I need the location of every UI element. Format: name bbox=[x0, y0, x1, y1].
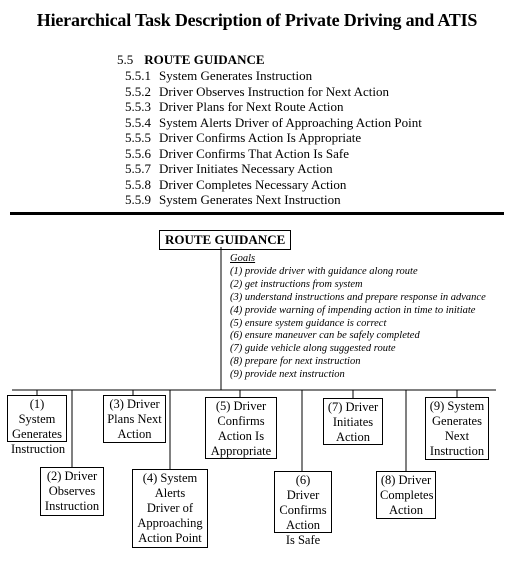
outline-number: 5.5.8 bbox=[125, 176, 151, 192]
goal-item: (9) provide next instruction bbox=[230, 369, 345, 381]
outline-text: Driver Confirms That Action Is Safe bbox=[159, 145, 350, 161]
goal-item: (7) guide vehicle along suggested route bbox=[230, 343, 396, 355]
outline-number: 5.5.1 bbox=[125, 68, 151, 83]
section-number: 5.5 bbox=[117, 52, 134, 67]
goals-title: Goals bbox=[230, 253, 256, 264]
outline-number: 5.5.9 bbox=[125, 192, 151, 207]
outline-text: System Alerts Driver of Approaching Action Point bbox=[159, 114, 422, 130]
outline-text: Driver Completes Necessary Action bbox=[159, 176, 347, 192]
goal-item: (8) prepare for next instruction bbox=[230, 356, 361, 368]
task-node-6: (6) Driver Confirms Action Is Safe bbox=[274, 471, 332, 533]
goal-item: (5) ensure system guidance is correct bbox=[230, 317, 387, 329]
outline-text: System Generates Next Instruction bbox=[159, 192, 341, 207]
outline-text: Driver Initiates Necessary Action bbox=[159, 161, 333, 176]
task-node-7: (7) Driver Initiates Action bbox=[323, 398, 383, 445]
goal-item: (4) provide warning of impending action in time to initiate bbox=[230, 304, 476, 316]
task-node-4: (4) System Alerts Driver of Approaching Action Point bbox=[132, 469, 208, 548]
goal-item: (6) ensure maneuver can be safely completed bbox=[230, 330, 420, 342]
goal-item: (1) provide driver with guidance along route bbox=[230, 265, 418, 277]
goal-item: (2) get instructions from system bbox=[230, 278, 363, 290]
outline-text: Driver Observes Instruction for Next Action bbox=[159, 83, 389, 99]
outline-text: Driver Confirms Action Is Appropriate bbox=[159, 130, 362, 145]
section-title: ROUTE GUIDANCE bbox=[144, 52, 265, 67]
outline-number: 5.5.2 bbox=[125, 83, 151, 99]
task-node-5: (5) Driver Confirms Action Is Appropriate bbox=[205, 397, 277, 459]
outline-number: 5.5.6 bbox=[125, 145, 151, 161]
outline-number: 5.5.4 bbox=[125, 114, 151, 130]
task-node-2: (2) Driver Observes Instruction bbox=[40, 467, 104, 516]
task-node-9: (9) System Generates Next Instruction bbox=[425, 397, 489, 460]
task-node-3: (3) Driver Plans Next Action bbox=[103, 395, 166, 443]
task-node-8: (8) Driver Completes Action bbox=[376, 471, 436, 519]
outline-text: Driver Plans for Next Route Action bbox=[159, 99, 344, 114]
goals-list bbox=[230, 253, 486, 382]
goal-item: (3) understand instructions and prepare response in advance bbox=[230, 291, 486, 303]
outline-number: 5.5.7 bbox=[125, 161, 151, 176]
page-title: Hierarchical Task Description of Private Driving and ATIS bbox=[36, 10, 478, 30]
task-node-1: (1) System Generates Instruction bbox=[7, 395, 67, 442]
outline-text: System Generates Instruction bbox=[159, 68, 313, 83]
root-node: ROUTE GUIDANCE bbox=[159, 230, 291, 250]
outline-number: 5.5.5 bbox=[125, 130, 151, 145]
outline-number: 5.5.3 bbox=[125, 99, 151, 114]
